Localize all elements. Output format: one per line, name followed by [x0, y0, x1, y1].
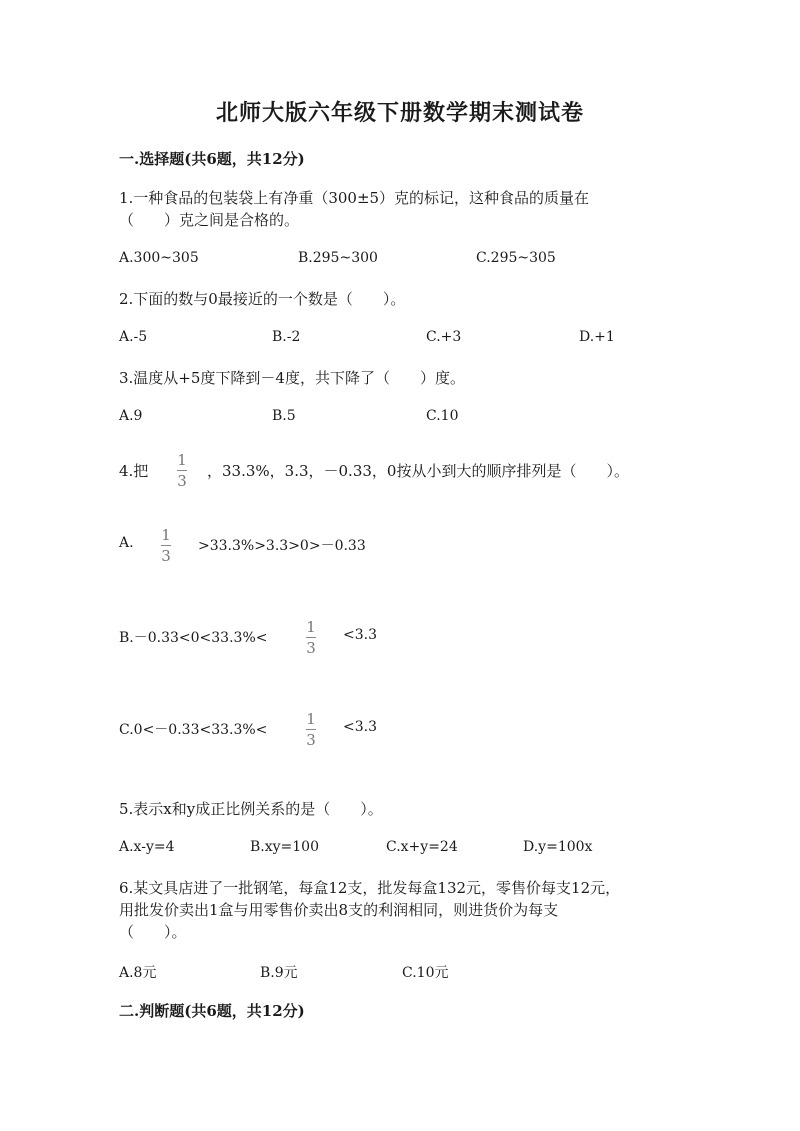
question-6-option-a: A.8元 — [119, 965, 157, 981]
question-4-option-a-text: >33.3%>3.3>0>－0.33 — [198, 538, 366, 554]
question-6-option-b: B.9元 — [260, 965, 298, 981]
question-1-option-c: C.295~305 — [476, 250, 556, 266]
question-5-option-d: D.y=100x — [523, 839, 593, 855]
fraction-one-third — [177, 452, 187, 489]
question-1-line-1: 1.一种食品的包装袋上有净重（300±5）克的标记，这种食品的质量在 — [119, 189, 590, 207]
fraction-bar — [306, 729, 316, 730]
question-4-option-b-end: <3.3 — [343, 627, 377, 643]
fraction-one-third — [161, 527, 171, 564]
question-5-option-c: C.x+y=24 — [386, 839, 458, 855]
question-2-option-b: B.-2 — [272, 329, 301, 345]
question-2-stem: 2.下面的数与0最接近的一个数是（ ）。 — [119, 290, 406, 308]
question-6-line-3: （ ）。 — [119, 923, 187, 941]
question-6-line-2: 用批发价卖出1盒与用零售价卖出8支的利润相同，则进货价为每支 — [119, 901, 559, 919]
question-1-line-2: （ ）克之间是合格的。 — [119, 211, 300, 229]
question-1-option-b: B.295~300 — [298, 250, 378, 266]
fraction-numerator: 1 — [306, 618, 316, 636]
question-5-option-a: A.x-y=4 — [119, 839, 175, 855]
question-3-option-c: C.10 — [426, 408, 459, 424]
question-3-stem: 3.温度从+5度下降到－4度，共下降了（ ）度。 — [119, 369, 465, 387]
question-2-option-c: C.+3 — [426, 329, 462, 345]
fraction-denominator: 3 — [306, 731, 316, 749]
question-3-option-b: B.5 — [272, 408, 296, 424]
question-6-option-c: C.10元 — [402, 965, 449, 981]
section-heading-true-false: 二.判断题(共6题，共12分) — [119, 1002, 305, 1020]
fraction-denominator: 3 — [161, 547, 171, 565]
question-4-option-a-label: A. — [119, 535, 134, 551]
fraction-denominator: 3 — [177, 472, 187, 490]
fraction-numerator: 1 — [306, 710, 316, 728]
question-2-option-d: D.+1 — [579, 329, 615, 345]
question-5-stem: 5.表示x和y成正比例关系的是（ ）。 — [119, 800, 383, 818]
fraction-one-third — [306, 619, 316, 656]
fraction-one-third — [306, 711, 316, 748]
question-3-option-a: A.9 — [119, 408, 143, 424]
fraction-bar — [177, 470, 187, 471]
fraction-denominator: 3 — [306, 639, 316, 657]
fraction-numerator: 1 — [177, 451, 187, 469]
question-4-option-c-end: <3.3 — [343, 719, 377, 735]
question-1-option-a: A.300~305 — [119, 250, 199, 266]
question-5-option-b: B.xy=100 — [250, 839, 319, 855]
question-2-option-a: A.-5 — [119, 329, 148, 345]
question-4-suffix: ，33.3%，3.3，－0.33，0按从小到大的顺序排列是（ ）。 — [207, 462, 629, 480]
fraction-bar — [161, 545, 171, 546]
fraction-numerator: 1 — [161, 526, 171, 544]
section-heading-choice: 一.选择题(共6题，共12分) — [119, 150, 305, 168]
question-4-option-c-start: C.0<－0.33<33.3%< — [119, 722, 268, 738]
fraction-bar — [306, 637, 316, 638]
question-4-option-b-start: B.－0.33<0<33.3%< — [119, 630, 268, 646]
page-title: 北师大版六年级下册数学期末测试卷 — [215, 100, 584, 126]
question-4-prefix: 4.把 — [119, 462, 149, 480]
question-6-line-1: 6.某文具店进了一批钢笔，每盒12支，批发每盒132元，零售价每支12元， — [119, 879, 621, 897]
